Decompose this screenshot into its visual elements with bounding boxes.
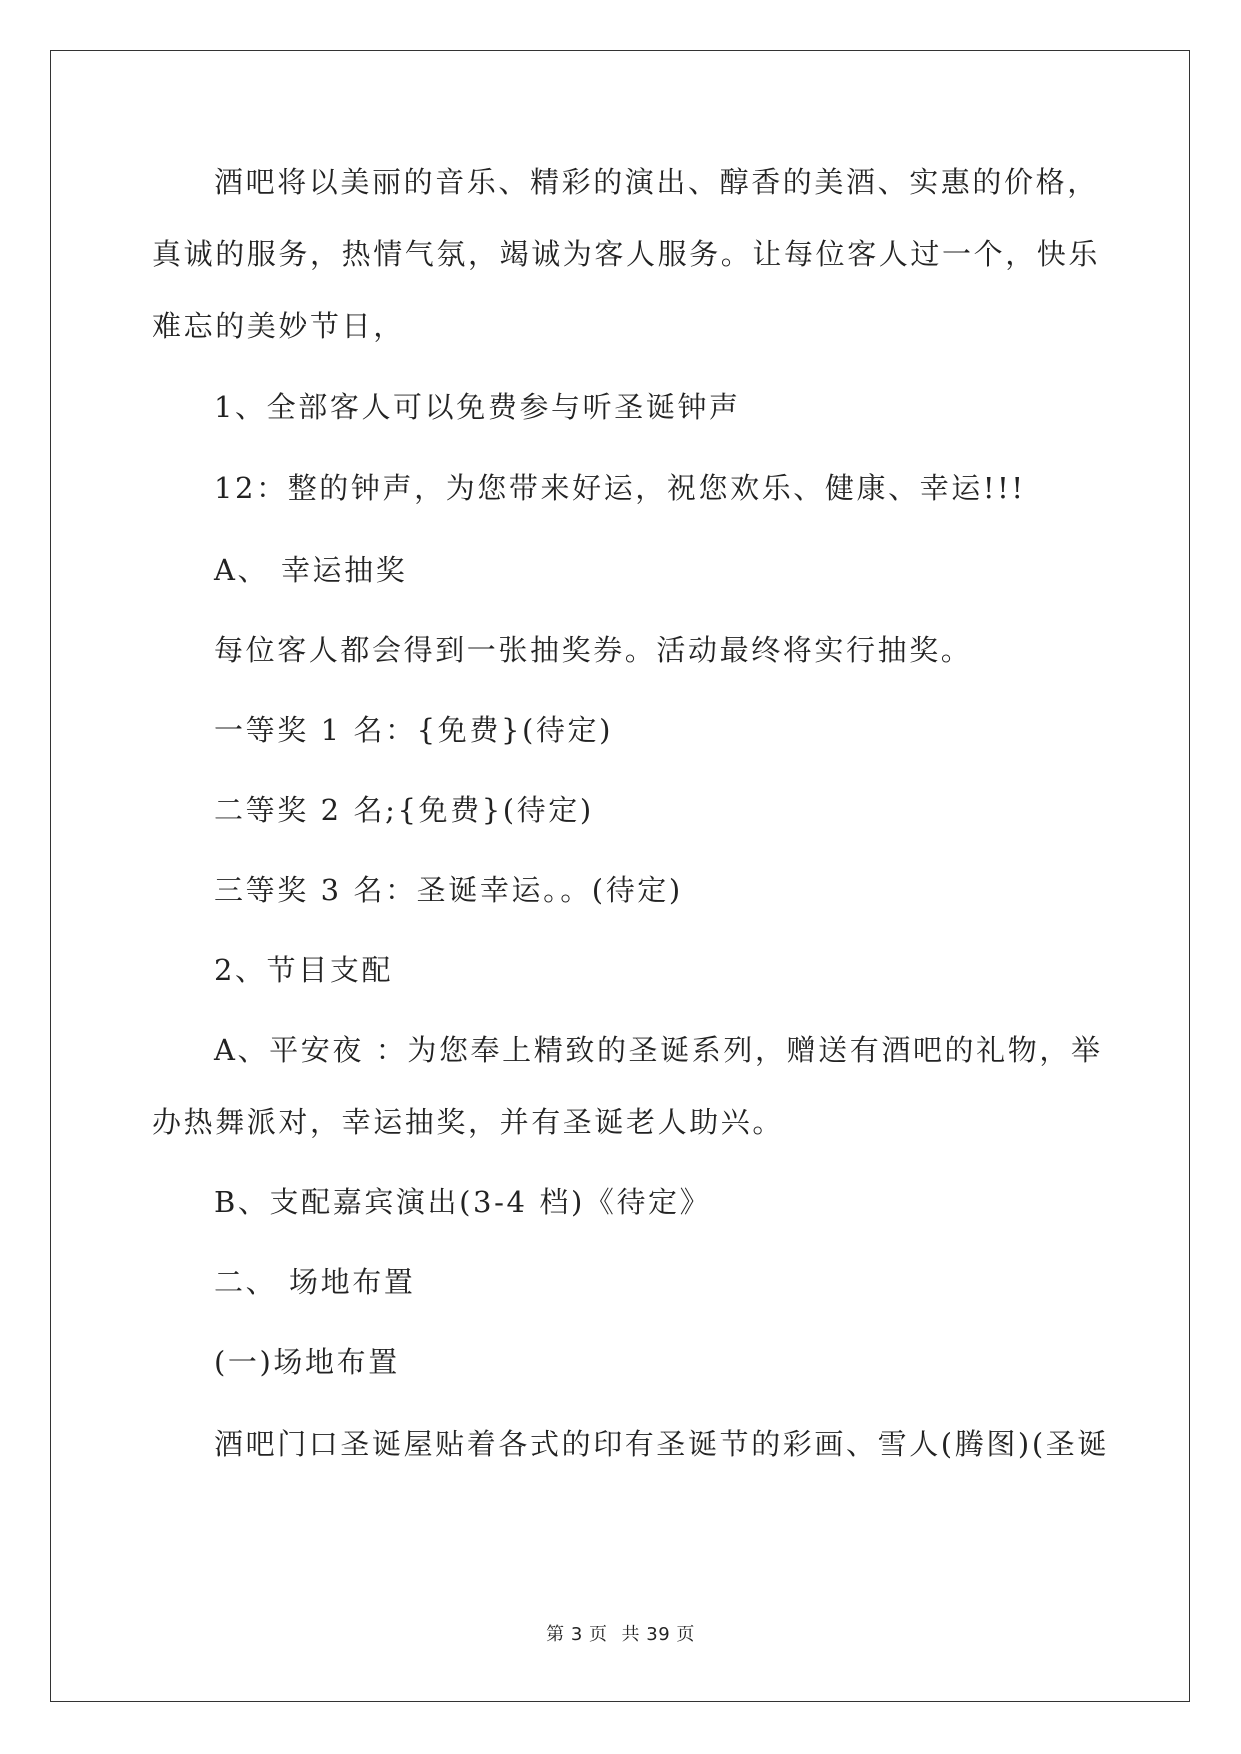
paragraph-line: A、平安夜 ：为您奉上精致的圣诞系列，赠送有酒吧的礼物，举: [214, 1033, 1103, 1067]
paragraph-line: 每位客人都会得到一张抽奖券。活动最终将实行抽奖。: [214, 633, 973, 667]
prize-line: 一等奖 1 名：{免费}(待定): [214, 713, 614, 747]
sub-heading: (一)场地布置: [214, 1345, 400, 1379]
page-footer: [0, 1620, 1241, 1646]
paragraph-line: 酒吧门口圣诞屋贴着各式的印有圣诞节的彩画、雪人(腾图)(圣诞: [214, 1427, 1109, 1461]
paragraph-line: 真诚的服务，热情气氛，竭诚为客人服务。让每位客人过一个，快乐: [152, 237, 1101, 271]
paragraph-line: B、支配嘉宾演出(3-4 档)《待定》: [214, 1185, 712, 1219]
prize-line: 三等奖 3 名：圣诞幸运。。(待定): [214, 873, 683, 907]
section-heading: 二、 场地布置: [214, 1265, 416, 1299]
paragraph-line: 办热舞派对，幸运抽奖，并有圣诞老人助兴。: [152, 1105, 785, 1139]
paragraph-line: 难忘的美妙节日，: [152, 309, 405, 343]
paragraph-line: 12：整的钟声，为您带来好运，祝您欢乐、健康、幸运!!!: [214, 471, 1026, 505]
page-total: 共 39 页: [621, 1624, 695, 1645]
prize-line: 二等奖 2 名;{免费}(待定): [214, 793, 594, 827]
paragraph-line: 酒吧将以美丽的音乐、精彩的演出、醇香的美酒、实惠的价格，: [214, 165, 1099, 199]
section-heading: A、 幸运抽奖: [214, 553, 408, 587]
list-item-line: 1、全部客人可以免费参与听圣诞钟声: [214, 390, 741, 424]
list-item-line: 2、节目支配: [214, 953, 394, 987]
page-number: 第 3 页: [546, 1624, 608, 1645]
